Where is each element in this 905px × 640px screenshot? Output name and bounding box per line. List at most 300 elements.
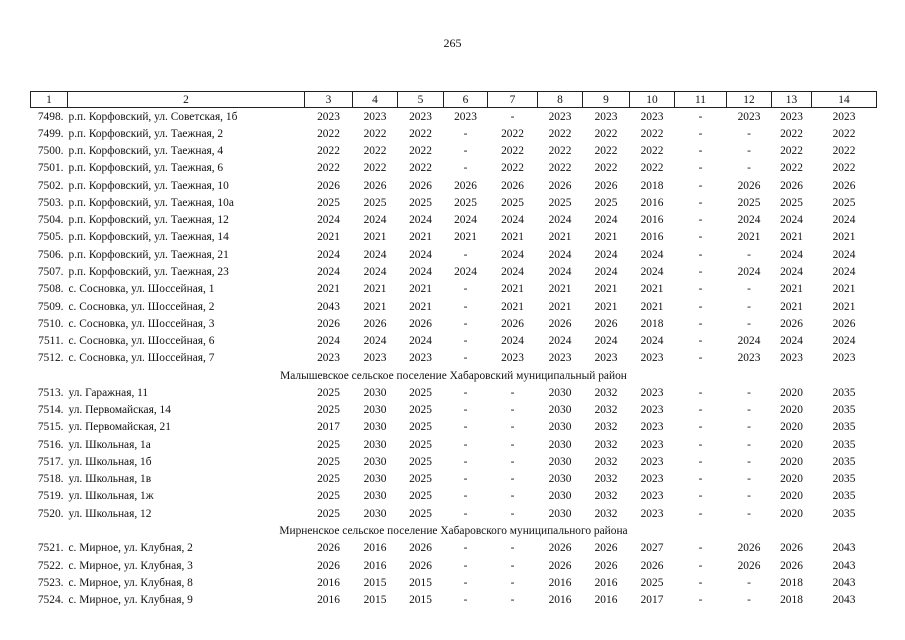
- table-row: [31, 143, 877, 160]
- year-cell: 2023: [640, 421, 664, 434]
- year-cell: 2026: [501, 179, 524, 192]
- year-cell: -: [510, 421, 515, 434]
- year-cell: -: [463, 594, 468, 607]
- year-cell: 2022: [501, 127, 524, 140]
- address-cell: р.п. Корфовский, ул. Таежная, 10: [68, 179, 229, 192]
- address-cell: с. Мирное, ул. Клубная, 3: [68, 559, 193, 572]
- year-cell: -: [463, 438, 468, 451]
- year-cell: 2023: [640, 455, 664, 468]
- year-cell: 2017: [640, 594, 664, 607]
- year-cell: -: [698, 335, 703, 348]
- year-cell: 2022: [363, 127, 387, 140]
- year-cell: 2023: [832, 110, 856, 123]
- column-number-row: [31, 92, 877, 108]
- year-cell: 2021: [317, 231, 340, 244]
- year-cell: -: [698, 438, 703, 451]
- year-cell: 2025: [409, 438, 432, 451]
- year-cell: 2026: [780, 559, 803, 572]
- year-cell: -: [698, 352, 703, 365]
- year-cell: 2015: [409, 576, 432, 589]
- year-cell: 2024: [737, 335, 761, 348]
- year-cell: 2043: [832, 559, 856, 572]
- table-row: [31, 125, 877, 142]
- year-cell: 2023: [640, 438, 664, 451]
- year-cell: 2024: [548, 266, 572, 279]
- year-cell: 2025: [640, 576, 664, 589]
- year-cell: 2021: [832, 300, 856, 313]
- year-cell: 2026: [409, 542, 432, 555]
- year-cell: 2035: [832, 404, 856, 417]
- year-cell: 2023: [594, 352, 618, 365]
- address-cell: ул. Школьная, 1а: [68, 438, 151, 451]
- year-cell: 2024: [317, 266, 340, 279]
- year-cell: 2024: [363, 266, 387, 279]
- year-cell: 2030: [363, 455, 387, 468]
- year-cell: -: [510, 576, 515, 589]
- year-cell: 2024: [640, 335, 664, 348]
- year-cell: 2026: [409, 559, 432, 572]
- year-cell: 2016: [640, 214, 664, 227]
- table-row: [31, 436, 877, 453]
- year-cell: 2023: [548, 352, 572, 365]
- year-cell: 2030: [363, 421, 387, 434]
- address-cell: ул. Гаражная, 11: [68, 386, 149, 399]
- year-cell: 2035: [832, 507, 856, 520]
- year-cell: 2022: [640, 145, 664, 158]
- address-cell: р.п. Корфовский, ул. Таежная, 14: [68, 231, 229, 244]
- year-cell: -: [463, 473, 468, 486]
- year-cell: 2025: [363, 196, 387, 209]
- year-cell: 2025: [409, 455, 432, 468]
- row-number: 7511.: [38, 335, 64, 348]
- year-cell: 2022: [640, 162, 664, 175]
- table-row: [31, 471, 877, 488]
- year-cell: 2021: [640, 283, 664, 296]
- table-row: [31, 591, 877, 608]
- year-cell: 2016: [548, 594, 572, 607]
- year-cell: -: [510, 507, 515, 520]
- address-cell: р.п. Корфовский, ул. Таежная, 23: [68, 266, 229, 279]
- year-cell: 2024: [780, 266, 803, 279]
- year-cell: 2021: [832, 283, 856, 296]
- year-cell: 2023: [780, 352, 803, 365]
- year-cell: 2026: [737, 559, 761, 572]
- year-cell: -: [698, 248, 703, 261]
- column-header: 10: [630, 92, 675, 108]
- year-cell: 2025: [317, 455, 340, 468]
- column-header: 1: [31, 92, 68, 108]
- year-cell: 2032: [594, 490, 618, 503]
- year-cell: -: [510, 438, 515, 451]
- year-cell: 2026: [548, 317, 572, 330]
- year-cell: 2023: [640, 507, 664, 520]
- row-number: 7519.: [37, 490, 64, 503]
- table-row: [31, 229, 877, 246]
- address-cell: р.п. Корфовский, ул. Советская, 1б: [68, 110, 238, 123]
- year-cell: 2024: [548, 335, 572, 348]
- year-cell: -: [698, 404, 703, 417]
- year-cell: -: [747, 438, 751, 451]
- table-row: [31, 212, 877, 229]
- year-cell: 2021: [737, 231, 761, 244]
- year-cell: 2032: [594, 438, 618, 451]
- address-cell: р.п. Корфовский, ул. Таежная, 21: [68, 248, 229, 261]
- year-cell: 2025: [409, 404, 432, 417]
- year-cell: 2024: [317, 214, 340, 227]
- year-cell: 2024: [640, 266, 664, 279]
- year-cell: 2026: [501, 317, 524, 330]
- column-header: 14: [812, 92, 877, 108]
- year-cell: 2023: [737, 110, 761, 123]
- year-cell: 2021: [594, 300, 618, 313]
- year-cell: -: [698, 300, 703, 313]
- year-cell: 2032: [594, 455, 618, 468]
- year-cell: 2018: [780, 576, 803, 589]
- address-cell: ул. Первомайская, 14: [68, 404, 171, 417]
- year-cell: 2025: [317, 507, 340, 520]
- column-header: 11: [675, 92, 727, 108]
- year-cell: 2024: [363, 248, 387, 261]
- year-cell: -: [698, 559, 703, 572]
- year-cell: -: [463, 145, 468, 158]
- year-cell: 2032: [594, 473, 618, 486]
- row-number: 7517.: [37, 455, 64, 468]
- year-cell: -: [698, 127, 703, 140]
- year-cell: 2024: [409, 335, 432, 348]
- year-cell: -: [510, 473, 515, 486]
- year-cell: 2023: [409, 110, 432, 123]
- year-cell: -: [463, 317, 468, 330]
- year-cell: 2025: [594, 196, 618, 209]
- year-cell: 2024: [594, 214, 618, 227]
- year-cell: 2022: [640, 127, 664, 140]
- year-cell: 2023: [594, 110, 618, 123]
- year-cell: -: [463, 248, 468, 261]
- year-cell: -: [698, 231, 703, 244]
- year-cell: 2024: [409, 248, 432, 261]
- year-cell: 2026: [594, 542, 618, 555]
- year-cell: 2026: [363, 179, 387, 192]
- year-cell: 2020: [780, 455, 803, 468]
- year-cell: 2022: [501, 145, 524, 158]
- row-number: 7520.: [37, 507, 64, 520]
- year-cell: -: [463, 507, 468, 520]
- year-cell: 2025: [780, 196, 803, 209]
- table-row: [31, 194, 877, 211]
- year-cell: 2026: [594, 179, 618, 192]
- year-cell: 2021: [780, 231, 803, 244]
- year-cell: 2035: [832, 421, 856, 434]
- table-row: [31, 574, 877, 591]
- row-number: 7505.: [37, 231, 64, 244]
- year-cell: 2022: [363, 162, 387, 175]
- year-cell: 2023: [363, 352, 387, 365]
- year-cell: 2022: [780, 145, 803, 158]
- year-cell: -: [747, 248, 751, 261]
- year-cell: -: [698, 283, 703, 296]
- address-cell: с. Мирное, ул. Клубная, 8: [68, 576, 193, 589]
- column-header: 6: [444, 92, 488, 108]
- year-cell: -: [463, 127, 468, 140]
- year-cell: 2018: [640, 317, 664, 330]
- address-cell: р.п. Корфовский, ул. Таежная, 2: [68, 127, 224, 140]
- year-cell: 2026: [409, 179, 432, 192]
- column-header: 13: [772, 92, 812, 108]
- year-cell: 2023: [832, 352, 856, 365]
- year-cell: 2024: [454, 214, 477, 227]
- year-cell: 2024: [832, 335, 856, 348]
- address-cell: ул. Первомайская, 21: [68, 421, 171, 434]
- year-cell: 2024: [780, 248, 803, 261]
- year-cell: 2017: [317, 421, 340, 434]
- table-row: [31, 160, 877, 177]
- year-cell: 2022: [594, 145, 618, 158]
- year-cell: 2026: [409, 317, 432, 330]
- year-cell: -: [463, 559, 468, 572]
- year-cell: 2024: [780, 335, 803, 348]
- year-cell: 2023: [640, 110, 664, 123]
- year-cell: 2023: [454, 110, 477, 123]
- year-cell: 2021: [409, 300, 432, 313]
- year-cell: 2023: [501, 352, 524, 365]
- year-cell: 2016: [594, 594, 618, 607]
- year-cell: -: [698, 594, 703, 607]
- column-header: 8: [538, 92, 583, 108]
- section-title: Мирненское сельское поселение Хабаровского муниципального района: [279, 525, 628, 537]
- year-cell: 2025: [548, 196, 572, 209]
- year-cell: 2016: [640, 231, 664, 244]
- year-cell: 2032: [594, 386, 618, 399]
- year-cell: 2026: [780, 179, 803, 192]
- year-cell: -: [510, 594, 515, 607]
- year-cell: 2020: [780, 438, 803, 451]
- year-cell: 2026: [317, 542, 340, 555]
- row-number: 7504.: [37, 214, 64, 227]
- year-cell: -: [510, 455, 515, 468]
- year-cell: 2024: [317, 248, 340, 261]
- year-cell: 2025: [454, 196, 477, 209]
- year-cell: 2025: [409, 386, 432, 399]
- year-cell: -: [510, 559, 515, 572]
- year-cell: 2026: [832, 317, 856, 330]
- year-cell: 2024: [454, 266, 477, 279]
- year-cell: 2022: [409, 162, 432, 175]
- year-cell: -: [747, 145, 751, 158]
- year-cell: -: [510, 490, 515, 503]
- year-cell: -: [510, 110, 515, 123]
- year-cell: 2026: [548, 559, 572, 572]
- row-number: 7507.: [37, 266, 64, 279]
- year-cell: 2026: [594, 559, 618, 572]
- year-cell: -: [747, 594, 751, 607]
- year-cell: 2043: [832, 576, 856, 589]
- section-header-row: [31, 367, 877, 384]
- year-cell: 2024: [501, 335, 524, 348]
- address-cell: ул. Школьная, 12: [68, 507, 152, 520]
- year-cell: 2024: [548, 248, 572, 261]
- year-cell: -: [463, 404, 468, 417]
- year-cell: -: [747, 283, 751, 296]
- table-row: [31, 384, 877, 401]
- year-cell: -: [463, 490, 468, 503]
- year-cell: -: [747, 576, 751, 589]
- table-row: [31, 453, 877, 470]
- address-cell: с. Сосновка, ул. Шоссейная, 3: [68, 317, 215, 330]
- year-cell: 2025: [317, 438, 340, 451]
- year-cell: -: [698, 473, 703, 486]
- year-cell: -: [747, 317, 751, 330]
- year-cell: 2022: [409, 127, 432, 140]
- column-header: 2: [68, 92, 305, 108]
- table-row: [31, 315, 877, 332]
- year-cell: -: [747, 490, 751, 503]
- address-cell: с. Сосновка, ул. Шоссейная, 7: [68, 352, 215, 365]
- year-cell: 2021: [501, 283, 524, 296]
- year-cell: 2025: [409, 473, 432, 486]
- year-cell: 2024: [548, 214, 572, 227]
- year-cell: 2023: [640, 473, 664, 486]
- year-cell: 2030: [548, 473, 572, 486]
- year-cell: 2026: [737, 179, 761, 192]
- year-cell: 2025: [409, 196, 432, 209]
- year-cell: 2035: [832, 455, 856, 468]
- table-row: [31, 540, 877, 557]
- row-number: 7515.: [37, 421, 64, 434]
- address-cell: р.п. Корфовский, ул. Таежная, 12: [68, 214, 229, 227]
- year-cell: 2024: [409, 214, 432, 227]
- year-cell: 2020: [780, 386, 803, 399]
- year-cell: 2016: [317, 576, 340, 589]
- year-cell: 2023: [640, 352, 664, 365]
- year-cell: 2021: [317, 283, 340, 296]
- year-cell: -: [463, 421, 468, 434]
- year-cell: 2015: [363, 594, 387, 607]
- year-cell: 2024: [363, 335, 387, 348]
- year-cell: 2022: [832, 145, 856, 158]
- year-cell: -: [747, 507, 751, 520]
- year-cell: -: [510, 542, 515, 555]
- year-cell: 2024: [594, 266, 618, 279]
- year-cell: 2023: [780, 110, 803, 123]
- year-cell: -: [698, 179, 703, 192]
- year-cell: 2021: [409, 283, 432, 296]
- address-cell: р.п. Корфовский, ул. Таежная, 6: [68, 162, 224, 175]
- table-row: [31, 557, 877, 574]
- year-cell: 2021: [780, 300, 803, 313]
- year-cell: 2025: [409, 507, 432, 520]
- year-cell: 2021: [548, 283, 572, 296]
- year-cell: 2016: [548, 576, 572, 589]
- column-header: 5: [398, 92, 444, 108]
- year-cell: 2021: [548, 231, 572, 244]
- year-cell: 2022: [548, 145, 572, 158]
- year-cell: 2021: [454, 231, 477, 244]
- address-cell: ул. Школьная, 1в: [68, 473, 152, 486]
- year-cell: 2030: [548, 438, 572, 451]
- year-cell: 2022: [832, 162, 856, 175]
- year-cell: -: [463, 576, 468, 589]
- year-cell: -: [747, 455, 751, 468]
- year-cell: 2043: [832, 594, 856, 607]
- year-cell: 2022: [780, 127, 803, 140]
- row-number: 7514.: [37, 404, 64, 417]
- row-number: 7518.: [37, 473, 64, 486]
- year-cell: -: [463, 386, 468, 399]
- year-cell: 2030: [548, 421, 572, 434]
- year-cell: 2016: [640, 196, 664, 209]
- table-row: [31, 505, 877, 522]
- year-cell: -: [698, 317, 703, 330]
- year-cell: 2030: [363, 404, 387, 417]
- row-number: 7503.: [37, 196, 64, 209]
- year-cell: 2030: [548, 490, 572, 503]
- address-cell: ул. Школьная, 1б: [68, 455, 152, 468]
- year-cell: 2022: [780, 162, 803, 175]
- year-cell: 2022: [317, 127, 340, 140]
- year-cell: 2027: [640, 542, 664, 555]
- row-number: 7509.: [37, 300, 64, 313]
- year-cell: 2021: [409, 231, 432, 244]
- address-cell: ул. Школьная, 1ж: [68, 490, 154, 503]
- year-cell: 2021: [780, 283, 803, 296]
- year-cell: 2024: [501, 214, 524, 227]
- year-cell: -: [510, 386, 515, 399]
- year-cell: -: [463, 283, 468, 296]
- year-cell: -: [463, 542, 468, 555]
- section-title: Малышевское сельское поселение Хабаровский муниципальный район: [280, 369, 627, 382]
- year-cell: 2018: [640, 179, 664, 192]
- year-cell: 2021: [363, 300, 387, 313]
- address-cell: р.п. Корфовский, ул. Таежная, 4: [68, 145, 224, 158]
- table-row: [31, 332, 877, 349]
- table-row: [31, 402, 877, 419]
- year-cell: 2025: [317, 386, 340, 399]
- year-cell: 2032: [594, 421, 618, 434]
- year-cell: 2023: [737, 352, 761, 365]
- year-cell: 2016: [594, 576, 618, 589]
- year-cell: 2030: [363, 473, 387, 486]
- year-cell: 2023: [548, 110, 572, 123]
- year-cell: 2035: [832, 473, 856, 486]
- year-cell: -: [463, 300, 468, 313]
- year-cell: 2021: [640, 300, 664, 313]
- year-cell: 2024: [832, 266, 856, 279]
- year-cell: 2026: [363, 317, 387, 330]
- table-row: [31, 281, 877, 298]
- year-cell: 2016: [363, 542, 387, 555]
- year-cell: -: [463, 335, 468, 348]
- page-number: 265: [443, 36, 462, 50]
- year-cell: 2021: [501, 231, 524, 244]
- year-cell: -: [698, 455, 703, 468]
- address-cell: р.п. Корфовский, ул. Таежная, 10а: [68, 196, 234, 209]
- year-cell: 2026: [548, 179, 572, 192]
- year-cell: 2035: [832, 438, 856, 451]
- year-cell: -: [747, 404, 751, 417]
- column-header: 12: [727, 92, 772, 108]
- year-cell: 2024: [594, 248, 618, 261]
- year-cell: 2024: [317, 335, 340, 348]
- year-cell: 2022: [363, 145, 387, 158]
- year-cell: 2021: [594, 283, 618, 296]
- year-cell: 2026: [317, 317, 340, 330]
- address-cell: с. Мирное, ул. Клубная, 2: [68, 542, 193, 555]
- year-cell: 2026: [594, 317, 618, 330]
- row-number: 7502.: [37, 179, 64, 192]
- row-number: 7516.: [37, 438, 64, 451]
- section-header-row: [31, 522, 877, 539]
- year-cell: -: [463, 162, 468, 175]
